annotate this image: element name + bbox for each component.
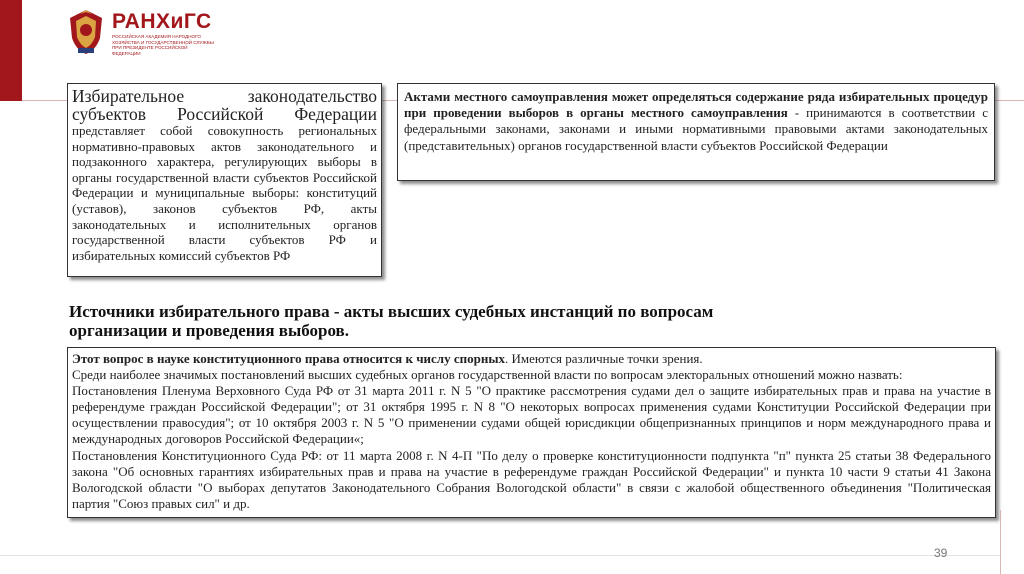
supreme-court-plenum-paragraph: Постановления Пленума Верховного Суда РФ от 31 марта 2011 г. N 5 "О практике рассмотрения судами дел о защите избирательных прав и права на участие в референдуме граждан Российской Федерации"; от 31 октября 1995 г. N 8 "О некоторых вопросах применения судами Конституции Российской Федерации при осуществлении правосудия"; от 10 октября 2003 г. N 5 "О применении судами общей юрисдикции общепризнанных принципов и норм международного права и международных договоров Российской Федерации«; xyxy=(72,383,991,447)
page-number: 39 xyxy=(934,546,948,560)
logo-title: РАНХиГС xyxy=(112,10,212,33)
logo-subtitle: РОССИЙСКАЯ АКАДЕМИЯ НАРОДНОГО ХОЗЯЙСТВА И ГОСУДАРСТВЕННОЙ СЛУЖБЫ ПРИ ПРЕЗИДЕНТЕ РОССИЙСКОЙ ФЕДЕРАЦИИ xyxy=(112,34,214,56)
heading-line-1: Избирательное законодательство xyxy=(72,86,377,106)
intro-line xyxy=(72,351,991,367)
intro-rest-text: . Имеются различные точки зрения. xyxy=(504,351,703,366)
footer-divider xyxy=(0,555,1000,556)
brand-side-bar xyxy=(0,0,22,101)
local-self-government-text xyxy=(404,89,988,154)
court-decisions-text xyxy=(72,351,991,512)
sources-heading-line-1: Источники избирательного права - акты высших судебных инстанций по вопросам xyxy=(69,302,714,321)
local-acts-bold-text: Актами местного самоуправления может определяться содержание ряда избирательных процедур при проведении выборов в органы местного самоуправления xyxy=(404,89,988,121)
intro-bold-text: Этот вопрос в науке конституционного права относится к числу спорных xyxy=(72,351,505,366)
regional-legislation-body: представляет собой совокупность региональных нормативно-правовых актов законодательного и подзаконного характера, регулирующих выборы в органы государственной власти субъектов Российской Федерации и муниципальные выборы: конституций (уставов), законов субъектов РФ, акты законодательных и исполнительных органов государственной власти субъектов РФ и избирательных комиссий субъектов РФ xyxy=(72,123,377,263)
sources-heading-line-2: организации и проведения выборов. xyxy=(69,321,349,340)
constitutional-court-paragraph: Постановления Конституционного Суда РФ: от 11 марта 2008 г. N 4-П "По делу о проверке конституционности подпункта "п" пункта 25 статьи 38 Федерального закона "Об основных гарантиях избирательных прав и права на участие в референдуме граждан Российской Федерации" и пункта 10 части 9 статьи 41 Закона Вологодской области "О выборах депутатов Законодательного Собрания Вологодской области" в связи с жалобой общественного объединения "Политическая партия "Союз правых сил" и др. xyxy=(72,447,991,511)
heading-line-2: субъектов Российской Федерации xyxy=(72,104,377,124)
significant-decisions-line: Среди наиболее значимых постановлений высших судебных органов государственной власти по вопросам электоральных отношений можно назвать: xyxy=(72,367,903,383)
footer-vertical-divider xyxy=(1000,510,1001,574)
regional-legislation-box xyxy=(67,83,382,277)
local-acts-body-text: - принимаются в соответствии с федеральными законами, законами и иными нормативными правовыми актами законодательных (представительных) органов государственной власти субъектов Российской Федерации xyxy=(404,105,988,153)
court-decisions-box xyxy=(67,347,996,518)
sources-heading xyxy=(69,302,809,340)
ranepa-emblem-icon xyxy=(66,8,106,56)
regional-legislation-heading xyxy=(72,87,377,123)
local-self-government-box xyxy=(397,83,995,181)
